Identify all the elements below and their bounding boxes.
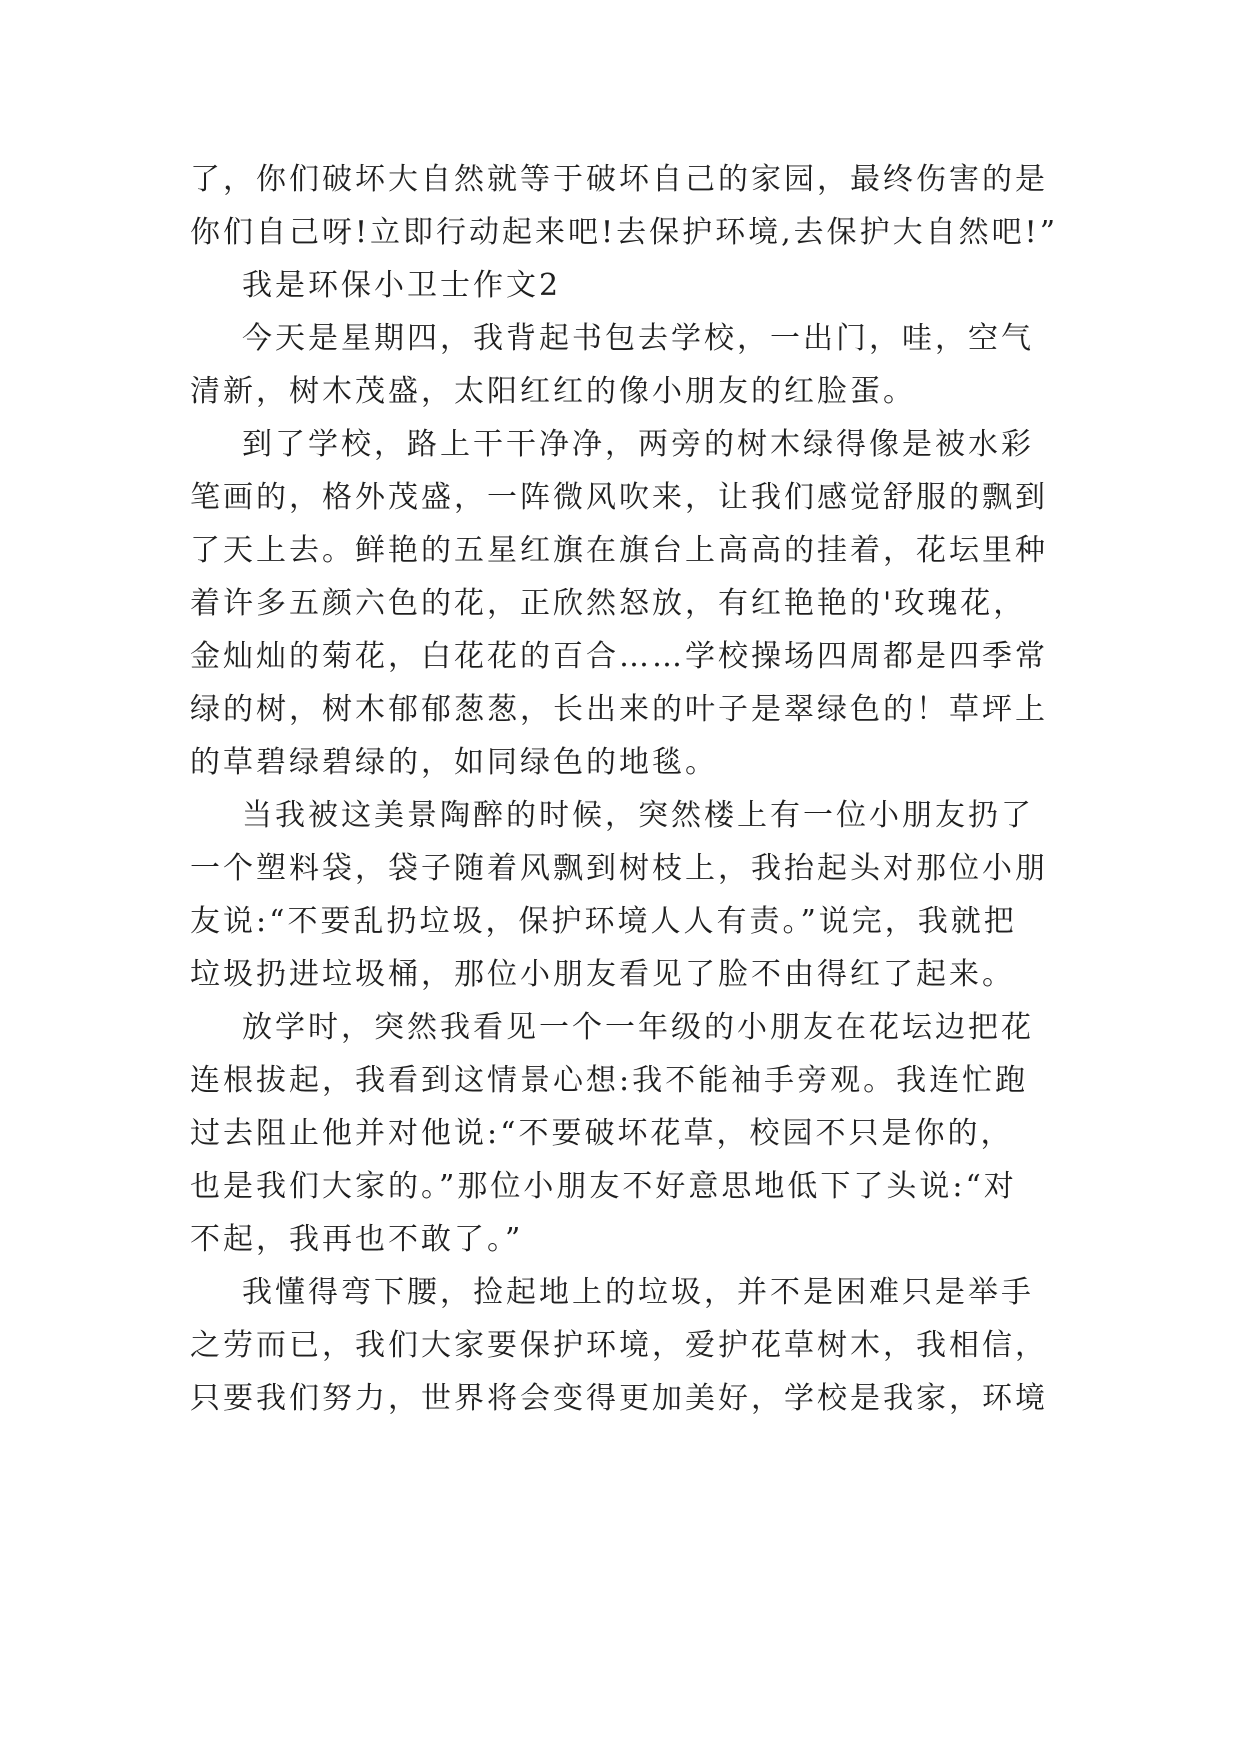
text-line: 一个塑料袋，袋子随着风飘到树枝上，我抬起头对那位小朋 <box>190 851 1048 886</box>
text-line: 你们自己呀!立即行动起来吧!去保护环境,去保护大自然吧!” <box>190 215 1059 250</box>
text-line: 了，你们破坏大自然就等于破坏自己的家园，最终伤害的是 <box>190 162 1048 197</box>
text-line: 我懂得弯下腰，捡起地上的垃圾，并不是困难只是举手 <box>242 1275 1034 1310</box>
text-line: 连根拔起，我看到这情景心想:我不能袖手旁观。我连忙跑 <box>190 1063 1029 1098</box>
text-line: 也是我们大家的。”那位小朋友不好意思地低下了头说:“对 <box>190 1169 1017 1204</box>
text-line: 的草碧绿碧绿的，如同绿色的地毯。 <box>190 745 718 780</box>
text-line: 清新，树木茂盛，太阳红红的像小朋友的红脸蛋。 <box>190 374 916 409</box>
text-line: 着许多五颜六色的花，正欣然怒放，有红艳艳的'玫瑰花， <box>190 586 1027 621</box>
text-line: 过去阻止他并对他说:“不要破坏花草，校园不只是你的， <box>190 1116 1014 1151</box>
text-line: 只要我们努力，世界将会变得更加美好，学校是我家，环境 <box>190 1381 1048 1416</box>
text-line: 金灿灿的菊花，白花花的百合……学校操场四周都是四季常 <box>190 639 1048 674</box>
text-line: 到了学校，路上干干净净，两旁的树木绿得像是被水彩 <box>242 427 1034 462</box>
text-line: 笔画的，格外茂盛，一阵微风吹来，让我们感觉舒服的飘到 <box>190 480 1048 515</box>
text-line: 之劳而已，我们大家要保护环境，爱护花草树木，我相信， <box>190 1328 1048 1363</box>
text-line: 放学时，突然我看见一个一年级的小朋友在花坛边把花 <box>242 1010 1034 1045</box>
text-line: 当我被这美景陶醉的时候，突然楼上有一位小朋友扔了 <box>242 798 1034 833</box>
text-line: 垃圾扔进垃圾桶，那位小朋友看见了脸不由得红了起来。 <box>190 957 1015 992</box>
text-line: 绿的树，树木郁郁葱葱，长出来的叶子是翠绿色的！草坪上 <box>190 692 1048 727</box>
text-line: 友说:“不要乱扔垃圾，保护环境人人有责。”说完，我就把 <box>190 904 1017 939</box>
text-line: 了天上去。鲜艳的五星红旗在旗台上高高的挂着，花坛里种 <box>190 533 1048 568</box>
text-line: 今天是星期四，我背起书包去学校，一出门，哇，空气 <box>242 321 1034 356</box>
text-line: 不起，我再也不敢了。” <box>190 1222 524 1257</box>
essay-heading: 我是环保小卫士作文2 <box>242 268 562 303</box>
